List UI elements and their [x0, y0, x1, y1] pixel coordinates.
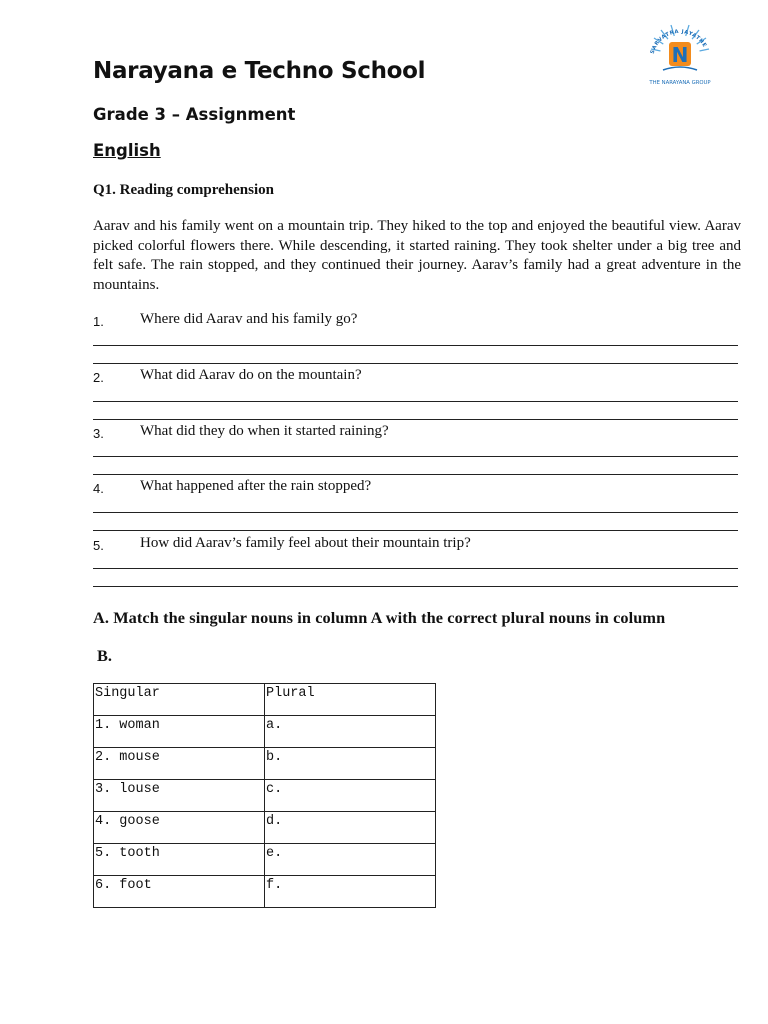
table-row — [94, 876, 436, 908]
answer-line[interactable] — [93, 474, 738, 475]
question-number: 1. — [93, 314, 104, 329]
singular-cell: 1. woman — [94, 716, 265, 748]
answer-line[interactable] — [93, 568, 738, 569]
question-number: 5. — [93, 538, 104, 553]
answer-line[interactable] — [93, 456, 738, 457]
comprehension-passage: Aarav and his family went on a mountain trip. They hiked to the top and enjoyed the beautiful view. Aarav picked colorful flowers there. While descending, it started raining. They took shelter under a big tree and felt safe. The rain stopped, and they continued their journey. Aarav’s family had a great adventure in the mountains. — [93, 218, 741, 293]
question-number: 4. — [93, 481, 104, 496]
plural-answer-cell[interactable]: c. — [265, 780, 436, 812]
table-row — [94, 844, 436, 876]
table-row — [94, 780, 436, 812]
answer-line[interactable] — [93, 586, 738, 587]
column-header-singular: Singular — [94, 684, 265, 716]
singular-cell: 6. foot — [94, 876, 265, 908]
school-name: Narayana e Techno School — [93, 58, 426, 84]
section-a-instruction: A. Match the singular nouns in column A with the correct plural nouns in column — [93, 608, 666, 627]
plural-answer-cell[interactable]: b. — [265, 748, 436, 780]
question-text: What happened after the rain stopped? — [140, 478, 372, 494]
plural-answer-cell[interactable]: f. — [265, 876, 436, 908]
singular-cell: 5. tooth — [94, 844, 265, 876]
question-text: Where did Aarav and his family go? — [140, 311, 358, 327]
grade-title: Grade 3 – Assignment — [93, 105, 296, 124]
question-text: What did Aarav do on the mountain? — [140, 367, 362, 383]
answer-line[interactable] — [93, 512, 738, 513]
plural-answer-cell[interactable]: a. — [265, 716, 436, 748]
question-number: 2. — [93, 370, 104, 385]
singular-cell: 3. louse — [94, 780, 265, 812]
logo-arc-text: SARVATRA JAYATHE — [649, 28, 708, 55]
table-header-row — [94, 684, 436, 716]
answer-line[interactable] — [93, 419, 738, 420]
matching-table — [93, 683, 436, 908]
question-text: What did they do when it started raining? — [140, 423, 389, 439]
narayana-logo — [641, 22, 719, 88]
singular-cell: 4. goose — [94, 812, 265, 844]
plural-answer-cell[interactable]: e. — [265, 844, 436, 876]
question-text: How did Aarav’s family feel about their mountain trip? — [140, 535, 471, 551]
plural-answer-cell[interactable]: d. — [265, 812, 436, 844]
subject-title: English — [93, 141, 161, 160]
comprehension-heading: Q1. Reading comprehension — [93, 182, 274, 198]
question-number: 3. — [93, 426, 104, 441]
logo-letter: N — [671, 43, 689, 67]
answer-line[interactable] — [93, 363, 738, 364]
singular-cell: 2. mouse — [94, 748, 265, 780]
table-row — [94, 748, 436, 780]
answer-line[interactable] — [93, 401, 738, 402]
table-row — [94, 812, 436, 844]
answer-line[interactable] — [93, 530, 738, 531]
section-a-instruction-continued: B. — [97, 646, 112, 665]
table-row — [94, 716, 436, 748]
logo-group-text: THE NARAYANA GROUP — [649, 80, 711, 86]
answer-line[interactable] — [93, 345, 738, 346]
column-header-plural: Plural — [265, 684, 436, 716]
